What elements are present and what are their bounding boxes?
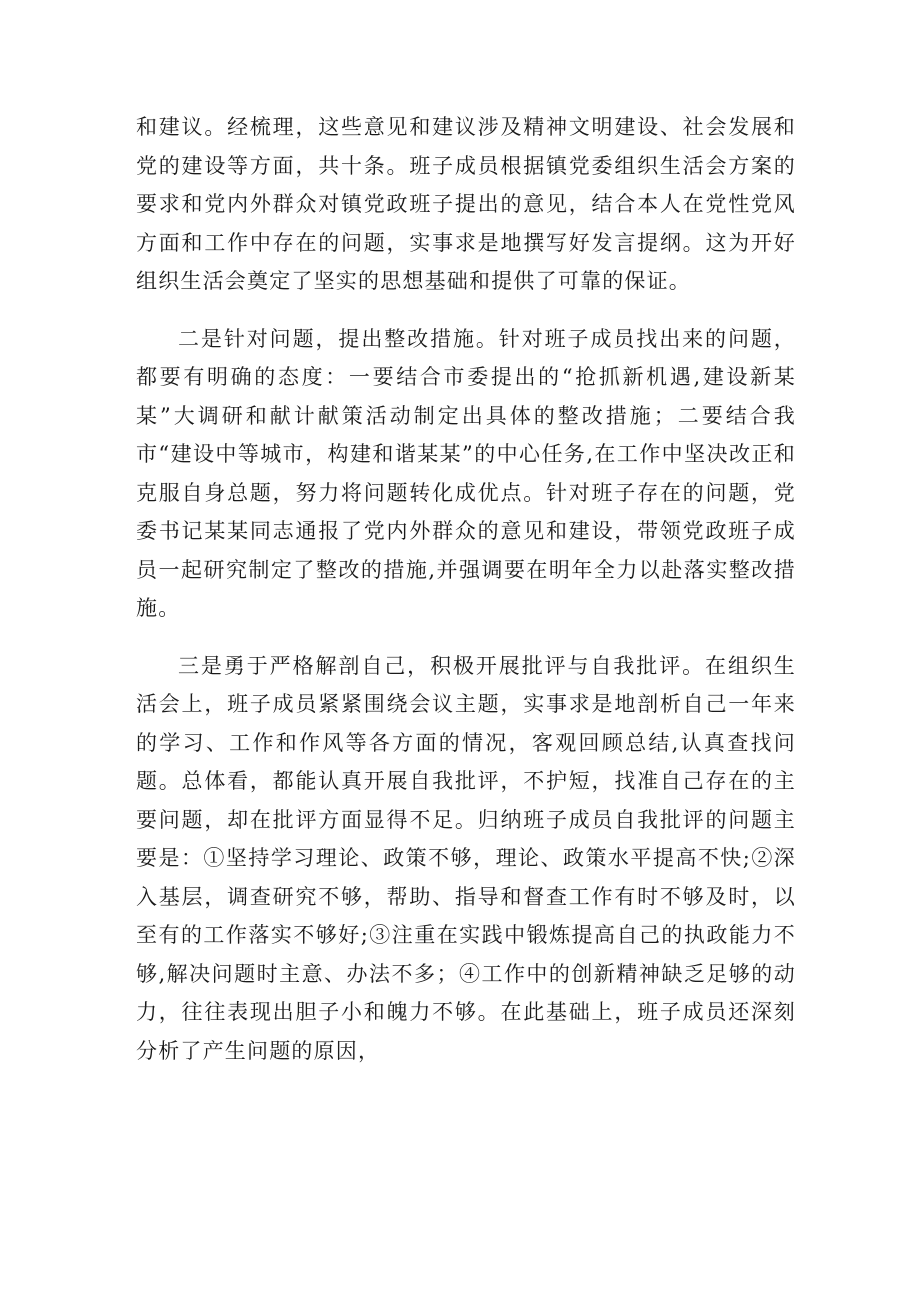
paragraph-2: 二是针对问题，提出整改措施。针对班子成员找出来的问题，都要有明确的态度：一要结合市委提出的“抢抓新机遇,建设新某某”大调研和献计献策活动制定出具体的整改措施；二要结合我市“建设中等城市，构建和谐某某”的中心任务,在工作中坚决改正和克服自身总题，努力将问题转化成优点。针对班子存在的问题，党委书记某某同志通报了党内外群众的意见和建设，带领党政班子成员一起研究制定了整改的措施,并强调要在明年全力以赴落实整改措施。 [136, 326, 796, 620]
document-body [136, 108, 796, 1070]
paragraph-1: 和建议。经梳理，这些意见和建议涉及精神文明建设、社会发展和党的建设等方面，共十条。班子成员根据镇党委组织生活会方案的要求和党内外群众对镇党政班子提出的意见，结合本人在党性党风方面和工作中存在的问题，实事求是地撰写好发言提纲。这为开好组织生活会奠定了坚实的思想基础和提供了可靠的保证。 [136, 115, 796, 293]
paragraph-3: 三是勇于严格解剖自己，积极开展批评与自我批评。在组织生活会上，班子成员紧紧围绕会议主题，实事求是地剖析自己一年来的学习、工作和作风等各方面的情况，客观回顾总结,认真查找问题。总体看，都能认真开展自我批评，不护短，找准自己存在的主要问题，却在批评方面显得不足。归纳班子成员自我批评的问题主要是：①坚持学习理论、政策不够，理论、政策水平提高不快;②深入基层，调查研究不够，帮助、指导和督查工作有时不够及时，以至有的工作落实不够好;③注重在实践中锻炼提高自己的执政能力不够,解决问题时主意、办法不多；④工作中的创新精神缺乏足够的动力，往往表现出胆子小和魄力不够。在此基础上，班子成员还深刻分析了产生问题的原因， [136, 653, 796, 1063]
